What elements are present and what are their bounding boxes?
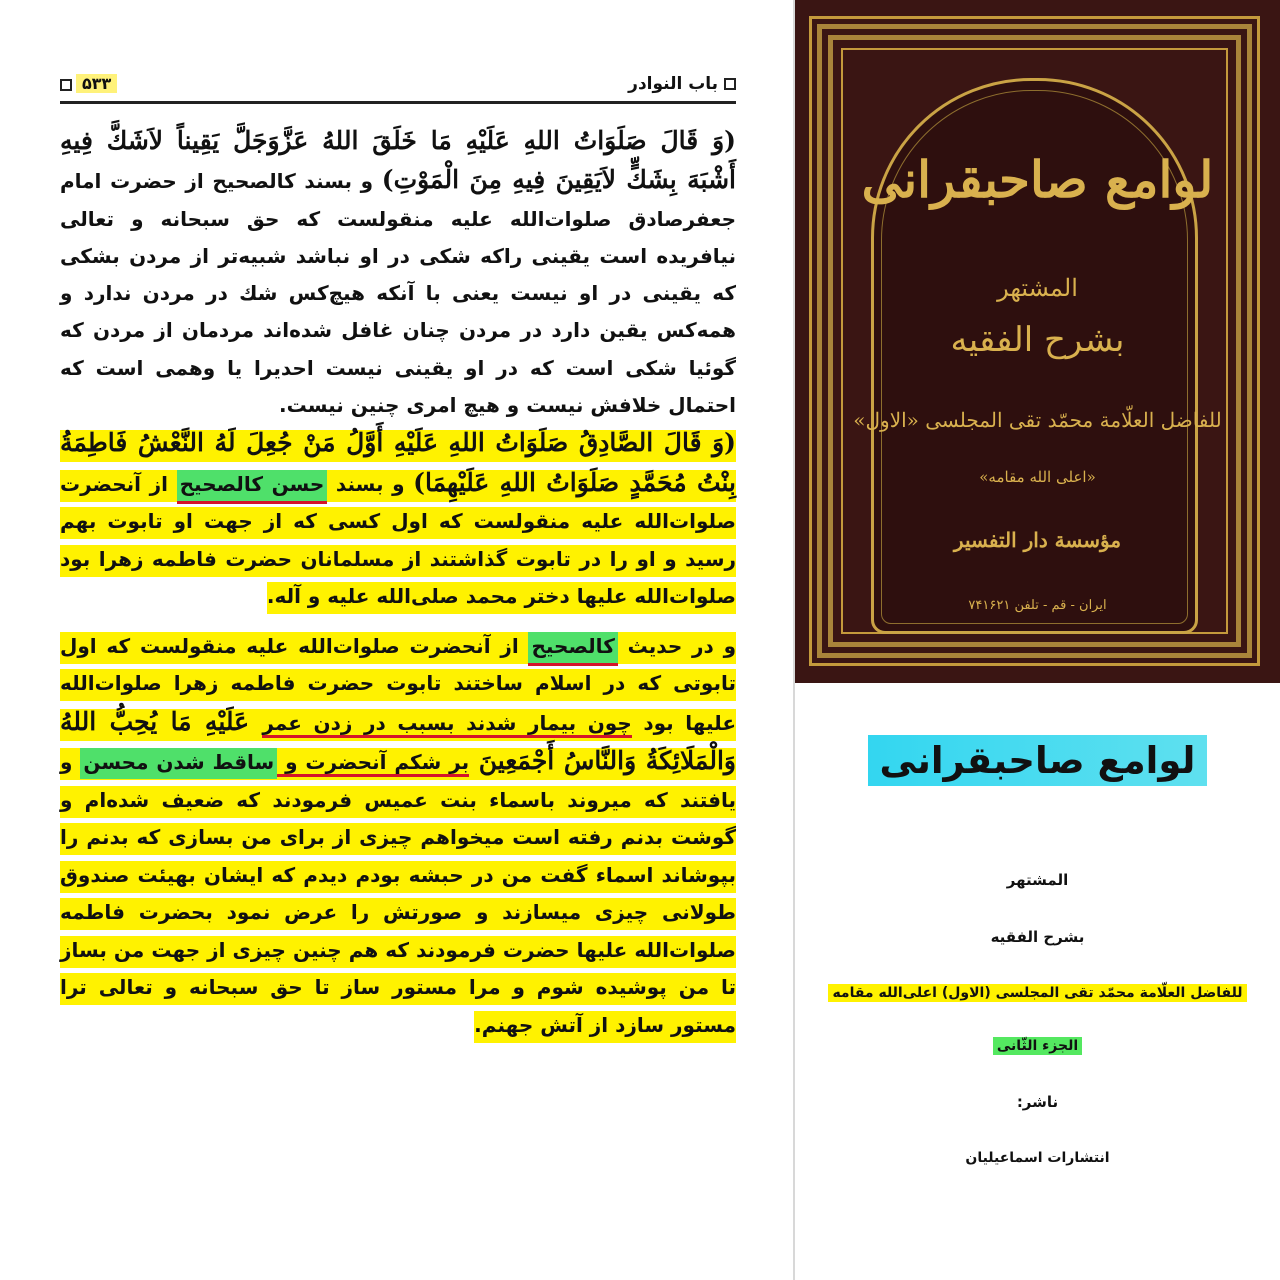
- cover-address: ايران - قم - تلفن ۷۴۱۶۲۱: [968, 598, 1107, 613]
- title-page-publisher: انتشارات اسماعيليان: [965, 1150, 1110, 1166]
- title-page-sharh: بشرح الفقيه: [990, 928, 1085, 946]
- underlined-phrase-belly: بر شكم آنحضرت و ساقط شدن محسن: [80, 750, 469, 777]
- header-rule: [60, 101, 736, 104]
- green-highlight-muhsin: ساقط شدن محسن: [80, 748, 277, 779]
- title-page-volume: الجزء الثّانى: [795, 1038, 1280, 1054]
- underlined-phrase-umar: چون بيمار شدند بسبب در زدن عمر: [262, 711, 631, 738]
- chapter-title: باب النوادر: [628, 74, 736, 94]
- page-text: [60, 122, 736, 1044]
- title-page-mushtahar: المشتهر: [1006, 871, 1069, 889]
- title-page-publisher-label: ناشر:: [1016, 1093, 1059, 1111]
- square-ornament-icon: [60, 79, 72, 91]
- book-cover: [795, 0, 1280, 683]
- page-header: [60, 72, 736, 100]
- cover-author: للفاضل العلّامة محمّد تقى المجلسى «الاول»: [853, 408, 1222, 432]
- square-ornament-icon: [724, 78, 736, 90]
- hadith-quote-1: (وَ قَالَ صَلَوَاتُ اللهِ عَلَيْهِ مَا خَلَقَ اللهُ عَزَّوَجَلَّ يَقِيناً لاَشَكَّ فِيهِ أَشْبَهَ بِشَكٍّ لاَيَقِينَ فِيهِ مِنَ الْمَوْتِ): [60, 126, 736, 195]
- green-highlight-hasan-kalsahih: حسن كالصحيح: [177, 470, 328, 504]
- title-page: [795, 683, 1280, 1280]
- paragraph-2: [60, 424, 736, 616]
- cover-publisher: مؤسسة دار التفسير: [953, 528, 1122, 552]
- paragraph-1-text: و بسند كالصحيح از حضرت امام جعفرصادق صلوات‌الله عليه منقولست كه حق سبحانه و تعالى نيافريده است يقينى راكه شكى در او نباشد شبيه‌تر از مردن بشكى كه يقينى در او نيست يعنى با آنكه هيچ‌كس شك در مردن ندارد و همه‌كس يقين دارد در مردن چنان غافل شده‌اند مردمان از مردن كه گوئيا شكى است كه در او يقينى نيست احديرا يا وهمى است كه احتمال خلافش نيست و هيچ امرى چنين نيست.: [60, 169, 736, 418]
- paragraph-3: [60, 628, 736, 1045]
- highlighted-passage: و در حديث كالصحيح از آنحضرت صلوات‌الله عليه منقولست كه اول تابوتى كه در اسلام ساختند تابوت حضرت فاطمه زهرا صلوات‌الله عليها بود چون بيمار شدند بسبب در زدن عمر عَلَيْهِ مَا يُحِبُّ اللهُ وَالْمَلَائِكَةُ وَالنَّاسُ أَجْمَعِينَ بر شكم آنحضرت و ساقط شدن محسن و يافتند كه ميروند باسماء بنت عميس فرمودند كه ضعيف شده‌ام و گوشت بدنم رفته است ميخواهم چيزى از براى من بسازى كه بدنم را بپوشاند اسماء گفت من در حبشه بودم ديدم كه ايشان بهيئت صندوق طولانى چيزى ميسازند و صورتش را عرض نمود بحضرت فاطمه صلوات‌الله عليها حضرت فرمودند كه هم چنين چيزى از جهت من بساز تا من پوشيده شوم و مرا مستور ساز تا حق سبحانه و تعالى ترا مستور سازد از آتش جهنم.: [60, 632, 736, 1043]
- arabic-curse-phrase: عَلَيْهِ مَا يُحِبُّ اللهُ وَالْمَلَائِكَةُ وَالنَّاسُ أَجْمَعِينَ: [60, 706, 736, 776]
- cover-subtitle-sharh: بشرح الفقيه: [950, 320, 1125, 360]
- hadith-quote-2: (وَ قَالَ الصَّادِقُ صَلَوَاتُ اللهِ عَلَيْهِ أَوَّلُ مَنْ جُعِلَ لَهُ النَّعْشُ فَاطِمَةُ بِنْتُ مُحَمَّدٍ صَلَوَاتُ اللهِ عَلَيْهِمَا): [60, 428, 736, 497]
- highlighted-passage: (وَ قَالَ الصَّادِقُ صَلَوَاتُ اللهِ عَلَيْهِ أَوَّلُ مَنْ جُعِلَ لَهُ النَّعْشُ فَاطِمَةُ بِنْتُ مُحَمَّدٍ صَلَوَاتُ اللهِ عَلَيْهِمَا) و بسند حسن كالصحيح از آنحضرت صلوات‌الله عليه منقولست كه اول كسى كه از جهت او تابوت بهم رسيد و او را در تابوت گذاشتند از مسلمانان حضرت فاطمه زهرا بود صلوات‌الله عليها دختر محمد صلى‌الله عليه و آله.: [60, 430, 736, 614]
- cover-honorific: «اعلى الله مقامه»: [979, 468, 1096, 486]
- title-page-title: لوامع صاحبقرانى: [795, 739, 1280, 782]
- title-page-author: للفاضل العلّامة محمّد تقى المجلسى (الاول) اعلى‌الله مقامه: [795, 985, 1280, 1001]
- cover-subtitle-mushtahar: المشتهر: [997, 274, 1078, 302]
- page-number: ۵۳۳: [60, 74, 117, 93]
- cover-title: لوامع صاحبقرانى: [861, 150, 1214, 209]
- green-highlight-kalsahih: كالصحيح: [528, 632, 617, 666]
- paragraph-1: [60, 122, 736, 424]
